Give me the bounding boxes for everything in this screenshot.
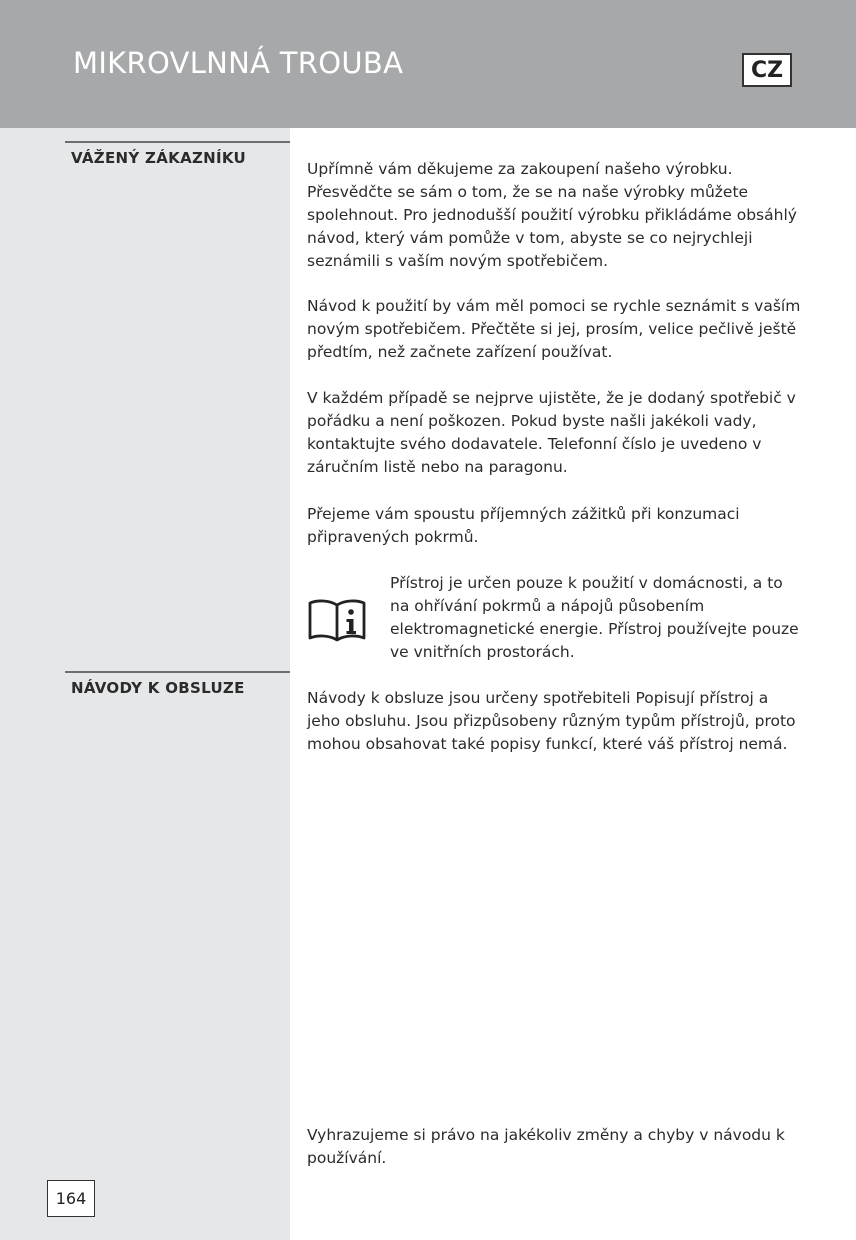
info-note-text: Přístroj je určen pouze k použití v domácnosti, a to na ohřívání pokrmů a nápojů působením elektromagnetické energie. Přístroj používejte pouze ve vnitřních prostorách. <box>390 574 799 661</box>
paragraph: V každém případě se nejprve ujistěte, že je dodaný spotřebič v pořádku a není poškozen. Pokud byste našli jakékoli vady, kontaktujte svého dodavatele. Telefonní číslo je uvedeno v záručním listě nebo na paragonu. <box>307 389 796 476</box>
page-title: MIKROVLNNÁ TROUBA <box>73 46 404 80</box>
paragraph: Přejeme vám spoustu příjemných zážitků při konzumaci připravených pokrmů. <box>307 505 740 546</box>
paragraph: Upřímně vám děkujeme za zakoupení našeho výrobku. Přesvědčte se sám o tom, že se na naše výrobky můžete spolehnout. Pro jednodušší použití výrobku přikládáme obsáhlý návod, který vám pomůže v tom, abyste se co nejrychleji seznámili s vaším novým spotřebičem. <box>307 160 797 270</box>
language-badge: CZ <box>742 53 792 87</box>
section-divider <box>65 671 290 673</box>
section-title-dear-customer: VÁŽENÝ ZÁKAZNÍKU <box>71 149 247 167</box>
disclaimer-text: Vyhrazujeme si právo na jakékoliv změny a chyby v návodu k používání. <box>307 1126 785 1167</box>
section-divider <box>65 141 290 143</box>
section-title-operating-instructions: NÁVODY K OBSLUZE <box>71 679 245 697</box>
page-header <box>0 0 856 128</box>
manual-info-icon <box>307 598 367 642</box>
paragraph: Návody k obsluze jsou určeny spotřebiteli Popisují přístroj a jeho obsluhu. Jsou přizpůsobeny různým typům přístrojů, proto mohou obsahovat také popisy funkcí, které váš přístroj nemá. <box>307 689 796 753</box>
page-number: 164 <box>47 1180 95 1217</box>
paragraph: Návod k použití by vám měl pomoci se rychle seznámit s vaším novým spotřebičem. Přečtěte si jej, prosím, velice pečlivě ještě předtím, než začnete zařízení používat. <box>307 297 801 361</box>
